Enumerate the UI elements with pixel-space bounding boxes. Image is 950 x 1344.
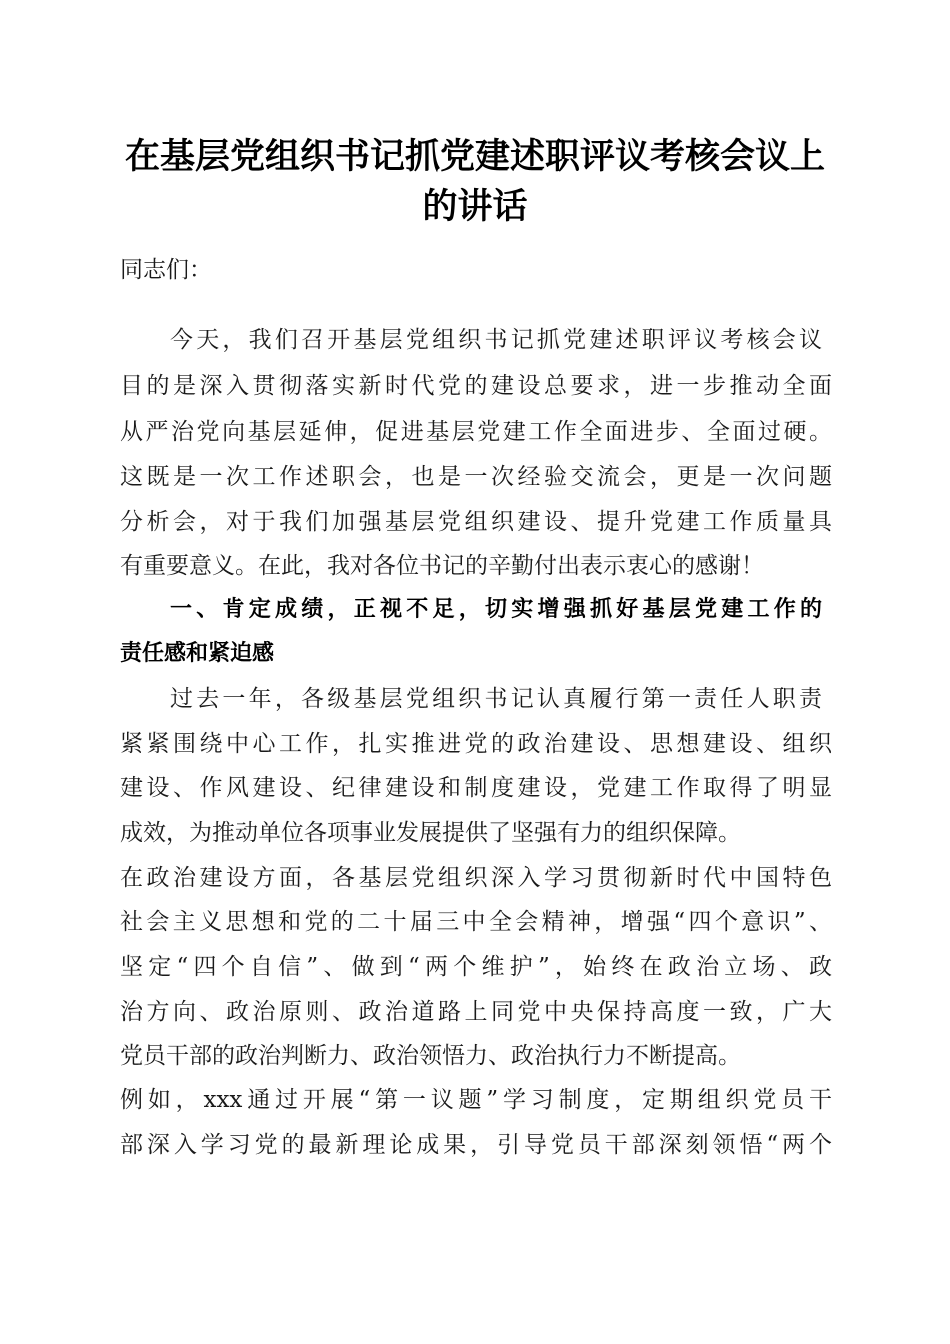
paragraph-1-line: 从严治党向基层延伸，促进基层党建工作全面进步、全面过硬。 (120, 419, 832, 445)
paragraph-2-line: 成效，为推动单位各项事业发展提供了坚强有力的组织保障。 (120, 820, 741, 846)
paragraph-3-line: 治方向、政治原则、政治道路上同党中央保持高度一致，广大 (120, 999, 832, 1025)
paragraph-2-line: 建设、作风建设、纪律建设和制度建设，党建工作取得了明显 (120, 775, 832, 801)
paragraph-1-line: 有重要意义。在此，我对各位书记的辛勤付出表示衷心的感谢！ (120, 553, 764, 579)
paragraph-1-line: 目的是深入贯彻落实新时代党的建设总要求，进一步推动全面 (120, 373, 832, 399)
section-heading-line: 责任感和紧迫感 (120, 641, 275, 666)
paragraph-3-line: 部深入学习党的最新理论成果，引导党员干部深刻领悟“两个 (120, 1132, 832, 1158)
salutation: 同志们： (120, 257, 212, 283)
document-title-line-1: 在基层党组织书记抓党建述职评议考核会议上 (124, 136, 825, 177)
paragraph-3-line: 在政治建设方面，各基层党组织深入学习贯彻新时代中国特色 (120, 865, 832, 891)
paragraph-2-line: 过去一年，各级基层党组织书记认真履行第一责任人职责 (170, 686, 822, 712)
paragraph-3-line: 例如，xxx通过开展“第一议题”学习制度，定期组织党员干 (120, 1087, 832, 1113)
section-heading-line: 一、肯定成绩，正视不足，切实增强抓好基层党建工作的 (170, 597, 822, 622)
document-title-line-2: 的讲话 (422, 186, 528, 227)
paragraph-3-line: 社会主义思想和党的二十届三中全会精神，增强“四个意识”、 (120, 909, 832, 935)
paragraph-1-line: 分析会，对于我们加强基层党组织建设、提升党建工作质量具 (120, 509, 832, 535)
paragraph-2-line: 紧紧围绕中心工作，扎实推进党的政治建设、思想建设、组织 (120, 731, 832, 757)
paragraph-3-line: 党员干部的政治判断力、政治领悟力、政治执行力不断提高。 (120, 1043, 741, 1069)
paragraph-3-line: 坚定“四个自信”、做到“两个维护”，始终在政治立场、政 (120, 954, 832, 980)
paragraph-1-line: 今天，我们召开基层党组织书记抓党建述职评议考核会议 (170, 327, 822, 353)
paragraph-1-line: 这既是一次工作述职会，也是一次经验交流会，更是一次问题 (120, 464, 832, 490)
